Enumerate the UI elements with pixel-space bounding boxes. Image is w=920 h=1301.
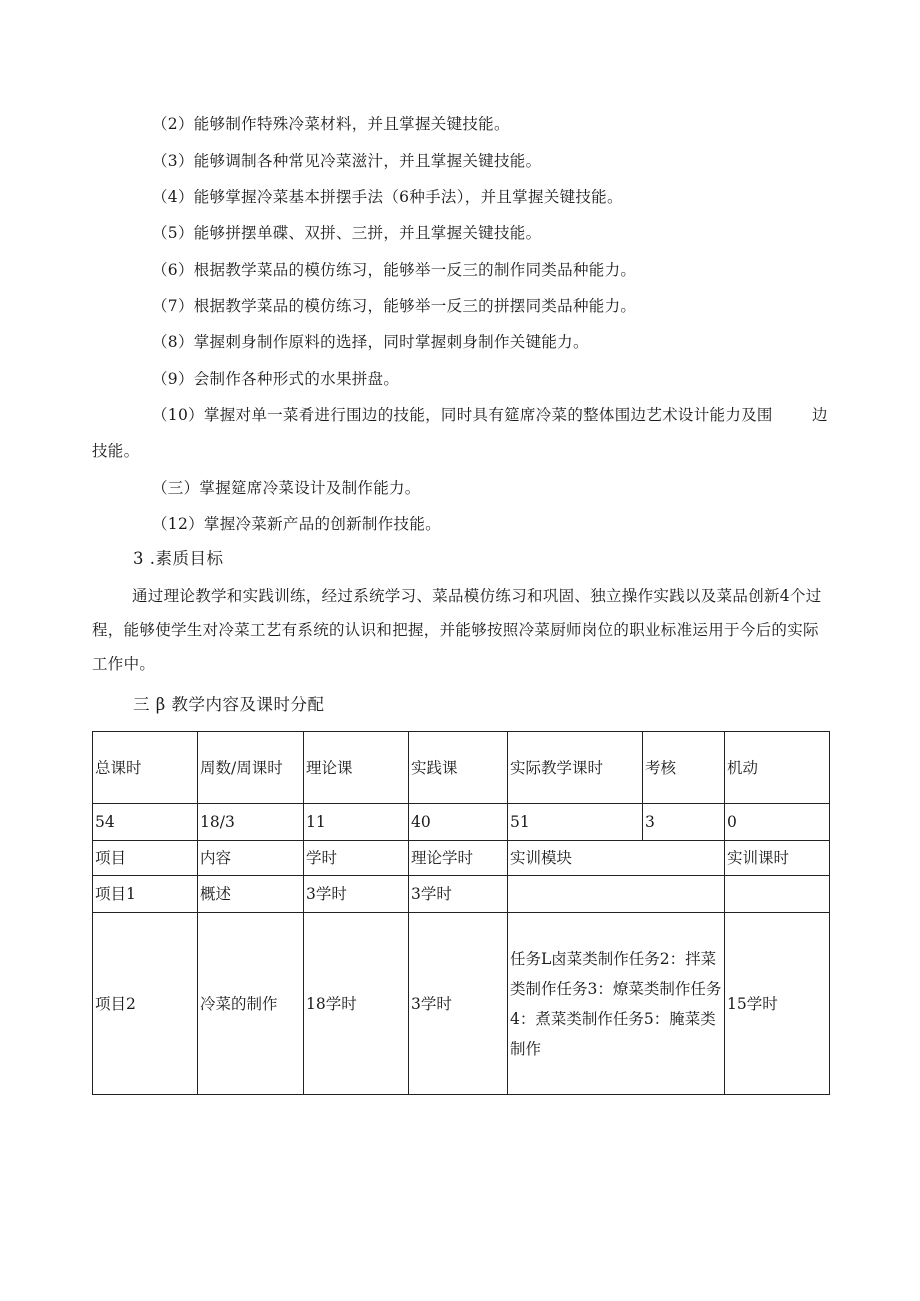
ability-item: （9）会制作各种形式的水果拼盘。: [152, 370, 400, 388]
ability-item-10-line1: （10）掌握对单一菜肴进行围边的技能，同时具有筵席冷菜的整体围边艺术设计能力及围: [152, 406, 773, 424]
table-cell: 机动: [725, 732, 830, 804]
table-cell: 51: [508, 804, 643, 841]
ability-item-10-edge: 边: [812, 406, 828, 424]
ability-item: （4）能够掌握冷菜基本拼摆手法（6种手法），并且掌握关键技能。: [152, 188, 623, 206]
table-cell: 18/3: [198, 804, 304, 841]
table-cell: 理论课: [304, 732, 409, 804]
ability-item-12: （12）掌握冷菜新产品的创新制作技能。: [152, 515, 441, 533]
table-cell: 实训课时: [725, 841, 830, 876]
ability-item: （5）能够拼摆单碟、双拼、三拼，并且掌握关键技能。: [152, 224, 542, 242]
table-cell: 54: [93, 804, 198, 841]
ability-item-10-line2: 技能。: [92, 442, 140, 460]
ability-item: （6）根据教学菜品的模仿练习，能够举一反三的制作同类品种能力。: [152, 261, 637, 279]
table-row: [93, 876, 830, 913]
table-cell: 内容: [198, 841, 304, 876]
ability-item: （7）根据教学菜品的模仿练习，能够举一反三的拼摆同类品种能力。: [152, 297, 637, 315]
quality-goal-heading: 3 .素质目标: [133, 549, 224, 568]
table-cell: 项目1: [93, 876, 198, 913]
ability-item: （2）能够制作特殊冷菜材料，并且掌握关键技能。: [152, 115, 510, 133]
table-cell: 18学时: [304, 913, 409, 1095]
course-hours-table: [92, 731, 830, 1095]
ability-item: （8）掌握刺身制作原料的选择，同时掌握刺身制作关键能力。: [152, 333, 589, 351]
table-cell: 3学时: [409, 876, 508, 913]
table-cell: 实践课: [409, 732, 508, 804]
table-cell: 40: [409, 804, 508, 841]
table-cell: 总课时: [93, 732, 198, 804]
table-cell: 15学时: [725, 913, 830, 1095]
table-cell: 实际教学课时: [508, 732, 643, 804]
table-cell: 3: [643, 804, 725, 841]
table-cell: 考核: [643, 732, 725, 804]
ability-item-11: （三）掌握筵席冷菜设计及制作能力。: [152, 479, 421, 497]
table-cell: 理论学时: [409, 841, 508, 876]
table-module-header-row: [93, 841, 830, 876]
table-cell: 0: [725, 804, 830, 841]
table-value-row: [93, 804, 830, 841]
ability-item: （3）能够调制各种常见冷菜滋汁，并且掌握关键技能。: [152, 152, 542, 170]
table-cell: 任务L卤菜类制作任务2：拌菜类制作任务3：燎菜类制作任务4：煮菜类制作任务5：腌菜类制作: [508, 913, 725, 1095]
table-cell: 冷菜的制作: [198, 913, 304, 1095]
table-row: [93, 913, 830, 1095]
table-cell: 学时: [304, 841, 409, 876]
table-cell: [725, 876, 830, 913]
table-header-row: [93, 732, 830, 804]
table-cell: 3学时: [304, 876, 409, 913]
quality-goal-paragraph: 通过理论教学和实践训练，经过系统学习、菜品模仿练习和巩固、独立操作实践以及菜品创新4个过程，能够使学生对冷菜工艺有系统的认识和把握，并能够按照冷菜厨师岗位的职业标准运用于今后的实际工作中。: [92, 587, 822, 673]
table-cell: 11: [304, 804, 409, 841]
table-cell: [508, 876, 725, 913]
table-cell: 项目2: [93, 913, 198, 1095]
table-cell: 实训模块: [508, 841, 725, 876]
table-cell: 3学时: [409, 913, 508, 1095]
section-heading: 三 β 教学内容及课时分配: [133, 695, 325, 714]
table-cell: 概述: [198, 876, 304, 913]
table-cell: 项目: [93, 841, 198, 876]
table-cell: 周数/周课时: [198, 732, 304, 804]
